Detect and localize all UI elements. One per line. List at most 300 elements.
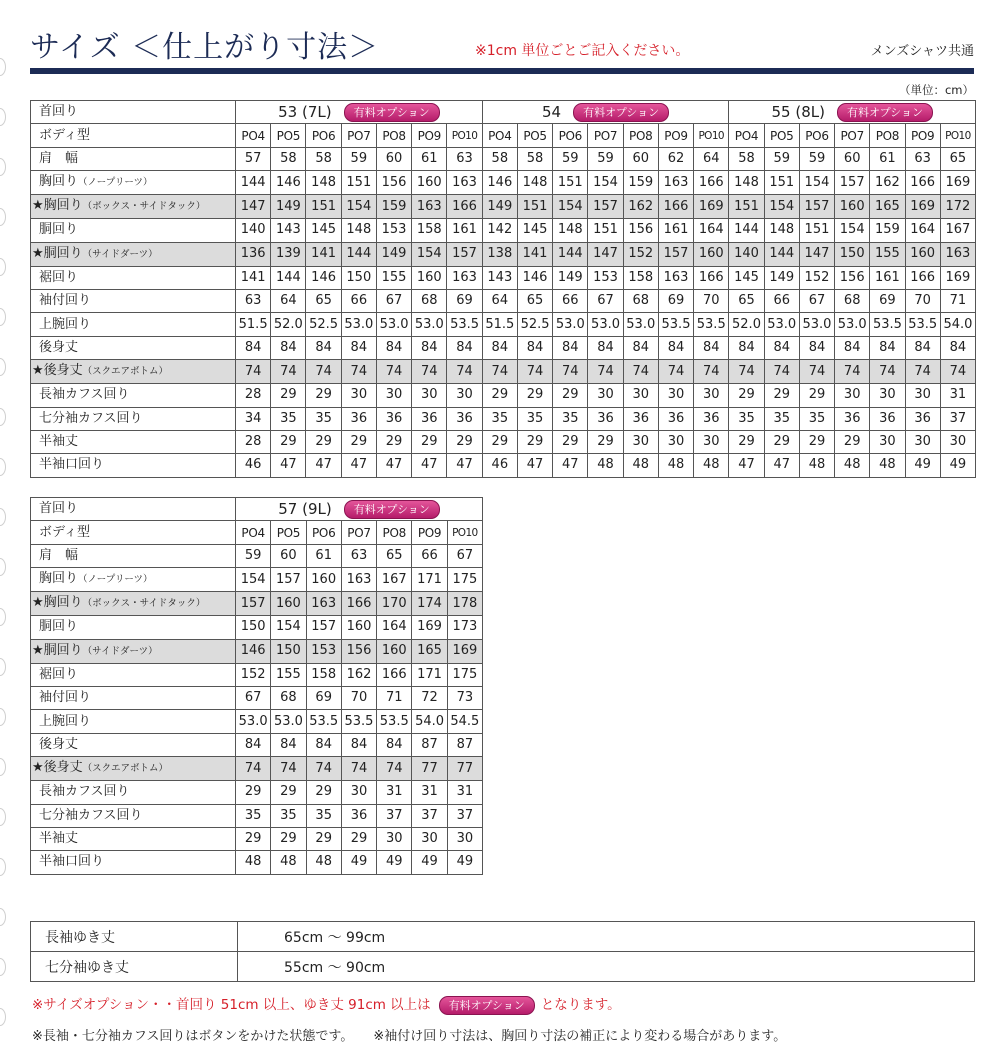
table-cell: 84	[306, 336, 341, 359]
table-cell: 148	[306, 171, 341, 195]
star-mark: ★	[32, 198, 44, 214]
table-cell: 35	[271, 407, 306, 430]
table-cell: 64	[694, 147, 729, 170]
table-cell: 46	[482, 454, 517, 477]
table-cell: 51.5	[482, 313, 517, 336]
entry-note: ※1cm 単位ごとご記入ください。	[475, 43, 690, 59]
table-cell: 30	[658, 384, 693, 407]
table-cell: 53.0	[376, 313, 411, 336]
size-option-note	[32, 993, 621, 1015]
neck-size-header	[236, 101, 483, 124]
table-cell: 36	[623, 407, 658, 430]
table-cell: 53.0	[799, 313, 834, 336]
table-cell: 70	[341, 686, 376, 709]
table-cell: 74	[236, 757, 271, 781]
table-cell: 166	[447, 195, 482, 219]
table-cell: 151	[729, 195, 764, 219]
table-cell: 165	[412, 639, 447, 663]
row-label-text: 後身丈	[43, 363, 83, 379]
table-cell: 165	[870, 195, 905, 219]
table-cell: 84	[412, 336, 447, 359]
table-cell: 74	[341, 360, 376, 384]
table-cell: 155	[271, 663, 306, 686]
table-row	[31, 544, 483, 567]
table-cell: 60	[271, 544, 306, 567]
table-cell: 49	[412, 851, 447, 874]
table-row	[31, 781, 483, 804]
table-cell: 154	[271, 616, 306, 639]
table-cell: 29	[517, 430, 552, 453]
table-cell: 37	[377, 804, 412, 827]
table-cell: 29	[376, 430, 411, 453]
table-cell: 160	[412, 171, 447, 195]
table-cell: 154	[341, 195, 376, 219]
row-label-text: 胴回り	[39, 222, 79, 238]
table-cell: 35	[517, 407, 552, 430]
table-cell: 169	[940, 171, 975, 195]
table-cell: 29	[341, 430, 376, 453]
table-cell: 52.0	[271, 313, 306, 336]
table-cell: 66	[764, 289, 799, 312]
table-cell: 154	[236, 568, 271, 592]
table-cell: 157	[236, 592, 271, 616]
option-badge: 有料オプション	[837, 103, 933, 122]
table-cell: 53.0	[623, 313, 658, 336]
table-cell: 163	[447, 171, 482, 195]
table-cell: 153	[588, 266, 623, 289]
table-cell: 52.5	[517, 313, 552, 336]
table-cell: 169	[940, 266, 975, 289]
table-cell: 29	[271, 781, 306, 804]
table-cell: 67	[376, 289, 411, 312]
row-label-note: （ボックス・サイドタック）	[82, 201, 206, 213]
table-cell: 47	[517, 454, 552, 477]
table-cell: 68	[412, 289, 447, 312]
table-cell: 57	[236, 147, 271, 170]
table-cell: 148	[341, 219, 376, 242]
table-cell: 74	[482, 360, 517, 384]
table-cell: 169	[905, 195, 940, 219]
table-cell: 166	[377, 663, 412, 686]
table-cell: 47	[553, 454, 588, 477]
row-label	[31, 568, 236, 592]
table-cell: 149	[482, 195, 517, 219]
table-cell: 155	[870, 242, 905, 266]
row-label-text: 半袖丈	[39, 434, 79, 450]
row-label-note: （ノープリーツ）	[78, 574, 153, 586]
row-label-text: 長袖カフス回り	[39, 784, 130, 800]
row-label-note: （サイドダーツ）	[82, 248, 158, 260]
table-row	[31, 851, 483, 874]
row-label	[31, 171, 236, 195]
row-label	[31, 592, 236, 616]
table-cell: 161	[870, 266, 905, 289]
row-label-text: 七分袖カフス回り	[39, 410, 143, 426]
table-cell: 74	[271, 757, 306, 781]
table-cell: 160	[694, 242, 729, 266]
table-cell: 36	[412, 407, 447, 430]
row-label-text: 胸回り	[43, 198, 83, 214]
table-cell: 164	[694, 219, 729, 242]
row-label-note: （スクエアボトム）	[82, 763, 168, 775]
table-cell: 74	[236, 360, 271, 384]
table-cell: 31	[377, 781, 412, 804]
table-cell: 59	[764, 147, 799, 170]
table-cell: 65	[517, 289, 552, 312]
table-cell: 53.0	[236, 710, 271, 733]
table-cell: 163	[306, 592, 341, 616]
body-type-code: PO6	[799, 124, 834, 147]
table-cell: 174	[412, 592, 447, 616]
table-cell: 148	[553, 219, 588, 242]
table-cell: 163	[341, 568, 376, 592]
table-cell: 31	[412, 781, 447, 804]
neck-label: 首回り	[31, 101, 236, 124]
body-type-code: PO9	[412, 124, 447, 147]
table-cell: 169	[412, 616, 447, 639]
table-row	[31, 639, 483, 663]
table-cell: 29	[764, 430, 799, 453]
table-cell: 178	[447, 592, 482, 616]
table-cell: 150	[341, 266, 376, 289]
table-cell: 37	[447, 804, 482, 827]
table-cell: 158	[306, 663, 341, 686]
sleeve-length-value: 65cm 〜 99cm	[238, 922, 975, 952]
table-cell: 70	[905, 289, 940, 312]
row-label	[31, 639, 236, 663]
table-cell: 175	[447, 568, 482, 592]
body-type-code: PO4	[236, 521, 271, 544]
table-cell: 66	[412, 544, 447, 567]
table-cell: 74	[870, 360, 905, 384]
table-cell: 29	[517, 384, 552, 407]
table-cell: 68	[623, 289, 658, 312]
table-row	[31, 242, 976, 266]
table-row	[31, 266, 976, 289]
table-cell: 163	[412, 195, 447, 219]
table-cell: 169	[694, 195, 729, 219]
table-row	[31, 922, 975, 952]
table-cell: 84	[658, 336, 693, 359]
table-cell: 54.0	[940, 313, 975, 336]
row-label	[31, 407, 236, 430]
table-cell: 59	[553, 147, 588, 170]
body-type-code: PO9	[658, 124, 693, 147]
table-cell: 47	[412, 454, 447, 477]
table-cell: 149	[376, 242, 411, 266]
table-cell: 53.0	[588, 313, 623, 336]
table-cell: 29	[799, 384, 834, 407]
star-mark: ★	[32, 760, 44, 776]
table-row	[31, 616, 483, 639]
table-cell: 146	[306, 266, 341, 289]
table-row	[31, 710, 483, 733]
row-label	[31, 454, 236, 477]
table-cell: 69	[870, 289, 905, 312]
table-cell: 29	[306, 384, 341, 407]
table-cell: 35	[799, 407, 834, 430]
table-cell: 149	[764, 266, 799, 289]
table-cell: 36	[341, 407, 376, 430]
table-cell: 69	[306, 686, 341, 709]
table-cell: 61	[870, 147, 905, 170]
table-cell: 84	[236, 733, 271, 756]
table-cell: 156	[623, 219, 658, 242]
row-label-text: 上腕回り	[39, 316, 92, 332]
table-cell: 154	[764, 195, 799, 219]
table-cell: 84	[835, 336, 870, 359]
table-cell: 84	[623, 336, 658, 359]
table-cell: 61	[306, 544, 341, 567]
table-cell: 28	[236, 430, 271, 453]
table-cell: 166	[694, 266, 729, 289]
table-cell: 35	[729, 407, 764, 430]
table-cell: 161	[447, 219, 482, 242]
row-label	[31, 219, 236, 242]
table-cell: 30	[940, 430, 975, 453]
body-type-code: PO9	[905, 124, 940, 147]
row-label	[31, 147, 236, 170]
table-cell: 53.5	[658, 313, 693, 336]
row-label-text: 胴回り	[43, 245, 83, 261]
option-badge: 有料オプション	[439, 996, 535, 1015]
table-cell: 148	[764, 219, 799, 242]
body-type-code: PO7	[341, 521, 376, 544]
table-cell: 74	[905, 360, 940, 384]
table-row	[31, 686, 483, 709]
sleeve-length-label: 七分袖ゆき丈	[31, 952, 238, 982]
table-cell: 151	[341, 171, 376, 195]
table-cell: 47	[764, 454, 799, 477]
table-cell: 164	[377, 616, 412, 639]
table-cell: 63	[341, 544, 376, 567]
row-label	[31, 686, 236, 709]
table-row	[31, 147, 976, 170]
table-cell: 162	[870, 171, 905, 195]
table-cell: 36	[835, 407, 870, 430]
star-mark: ★	[32, 642, 44, 658]
sleeve-length-label: 長袖ゆき丈	[31, 922, 238, 952]
table-cell: 74	[271, 360, 306, 384]
table-cell: 30	[447, 384, 482, 407]
row-label	[31, 663, 236, 686]
body-type-code: PO4	[729, 124, 764, 147]
table-cell: 68	[835, 289, 870, 312]
table-cell: 30	[658, 430, 693, 453]
table-cell: 84	[799, 336, 834, 359]
table-cell: 153	[376, 219, 411, 242]
table-cell: 49	[447, 851, 482, 874]
table-cell: 69	[447, 289, 482, 312]
table-cell: 149	[271, 195, 306, 219]
body-type-code: PO8	[376, 124, 411, 147]
table-cell: 60	[835, 147, 870, 170]
table-cell: 35	[306, 804, 341, 827]
table-cell: 144	[729, 219, 764, 242]
table-cell: 65	[729, 289, 764, 312]
table-cell: 175	[447, 663, 482, 686]
table-cell: 29	[729, 430, 764, 453]
table-cell: 148	[729, 171, 764, 195]
table-cell: 154	[412, 242, 447, 266]
size-option-note-end: となります。	[540, 997, 621, 1013]
neck-size-header	[236, 498, 483, 521]
table-cell: 68	[271, 686, 306, 709]
armhole-note: ※袖付け回り寸法は、胸回り寸法の補正により変わる場合があります。	[373, 1029, 787, 1044]
table-cell: 157	[658, 242, 693, 266]
row-label-text: 裾回り	[39, 269, 79, 285]
table-cell: 29	[764, 384, 799, 407]
row-label	[31, 851, 236, 874]
table-row	[31, 430, 976, 453]
table-cell: 36	[588, 407, 623, 430]
table-cell: 53.5	[306, 710, 341, 733]
table-cell: 65	[377, 544, 412, 567]
table-cell: 29	[306, 430, 341, 453]
table-cell: 144	[271, 266, 306, 289]
table-cell: 62	[658, 147, 693, 170]
table-cell: 74	[588, 360, 623, 384]
table-cell: 138	[482, 242, 517, 266]
table-cell: 36	[341, 804, 376, 827]
table-cell: 29	[271, 384, 306, 407]
table-cell: 147	[799, 242, 834, 266]
table-cell: 149	[553, 266, 588, 289]
table-cell: 144	[764, 242, 799, 266]
table-cell: 35	[306, 407, 341, 430]
table-cell: 145	[729, 266, 764, 289]
table-cell: 30	[447, 827, 482, 850]
table-cell: 159	[376, 195, 411, 219]
table-cell: 35	[271, 804, 306, 827]
size-option-note-text: ※サイズオプション・・首回り 51cm 以上、ゆき丈 91cm 以上は	[32, 997, 431, 1013]
row-label	[31, 710, 236, 733]
table-cell: 154	[835, 219, 870, 242]
row-label	[31, 781, 236, 804]
table-cell: 151	[764, 171, 799, 195]
table-cell: 162	[341, 663, 376, 686]
table-cell: 48	[835, 454, 870, 477]
table-cell: 84	[729, 336, 764, 359]
table-cell: 154	[588, 171, 623, 195]
table-row	[31, 336, 976, 359]
table-cell: 156	[835, 266, 870, 289]
table-cell: 49	[377, 851, 412, 874]
table-cell: 171	[412, 568, 447, 592]
row-label	[31, 242, 236, 266]
table-cell: 48	[271, 851, 306, 874]
table-cell: 151	[588, 219, 623, 242]
table-cell: 146	[271, 171, 306, 195]
page-subtitle: メンズシャツ共通	[870, 44, 974, 59]
table-cell: 156	[376, 171, 411, 195]
sleeve-length-value: 55cm 〜 90cm	[238, 952, 975, 982]
table-cell: 52.0	[729, 313, 764, 336]
table-cell: 47	[341, 454, 376, 477]
table-cell: 49	[905, 454, 940, 477]
size-table-main	[30, 100, 976, 478]
table-cell: 59	[588, 147, 623, 170]
row-label	[31, 804, 236, 827]
table-cell: 144	[236, 171, 271, 195]
table-cell: 29	[799, 430, 834, 453]
table-cell: 141	[236, 266, 271, 289]
row-label-text: 半袖口回り	[39, 457, 105, 473]
table-cell: 151	[799, 219, 834, 242]
table-cell: 147	[236, 195, 271, 219]
body-type-code: PO4	[236, 124, 271, 147]
binder-holes	[0, 0, 8, 1063]
table-cell: 30	[905, 430, 940, 453]
table-cell: 30	[623, 430, 658, 453]
table-cell: 157	[588, 195, 623, 219]
option-badge: 有料オプション	[344, 103, 440, 122]
table-cell: 49	[940, 454, 975, 477]
table-cell: 172	[940, 195, 975, 219]
table-cell: 157	[306, 616, 341, 639]
table-cell: 29	[236, 827, 271, 850]
table-cell: 87	[447, 733, 482, 756]
table-cell: 84	[764, 336, 799, 359]
table-cell: 153	[306, 639, 341, 663]
table-cell: 146	[517, 266, 552, 289]
table-cell: 47	[376, 454, 411, 477]
row-label-text: 後身丈	[39, 339, 79, 355]
table-cell: 160	[341, 616, 376, 639]
table-cell: 74	[447, 360, 482, 384]
table-cell: 157	[271, 568, 306, 592]
table-cell: 48	[588, 454, 623, 477]
table-cell: 31	[940, 384, 975, 407]
table-row	[31, 592, 483, 616]
neck-size-row	[31, 498, 483, 521]
row-label-text: 半袖丈	[39, 831, 79, 847]
neck-size: 55 (8L)	[771, 103, 825, 122]
table-cell: 77	[412, 757, 447, 781]
table-cell: 30	[341, 384, 376, 407]
table-cell: 30	[835, 384, 870, 407]
row-label-note: （ボックス・サイドタック）	[82, 598, 206, 610]
table-cell: 34	[236, 407, 271, 430]
table-cell: 54.0	[412, 710, 447, 733]
row-label-text: 胸回り	[39, 571, 79, 587]
table-cell: 144	[341, 242, 376, 266]
body-type-code: PO10	[940, 124, 975, 147]
table-cell: 60	[376, 147, 411, 170]
table-cell: 36	[447, 407, 482, 430]
table-cell: 157	[447, 242, 482, 266]
table-cell: 145	[306, 219, 341, 242]
table-cell: 160	[306, 568, 341, 592]
table-cell: 37	[412, 804, 447, 827]
table-cell: 36	[905, 407, 940, 430]
table-cell: 53.0	[835, 313, 870, 336]
table-cell: 29	[588, 430, 623, 453]
neck-size: 53 (7L)	[278, 103, 332, 122]
table-cell: 161	[658, 219, 693, 242]
body-type-code: PO8	[377, 521, 412, 544]
row-label-text: 後身丈	[43, 760, 83, 776]
body-type-code: PO10	[447, 124, 482, 147]
body-type-row	[31, 521, 483, 544]
table-cell: 29	[553, 384, 588, 407]
row-label-text: 袖付回り	[39, 293, 92, 309]
table-cell: 61	[412, 147, 447, 170]
row-label	[31, 544, 236, 567]
star-mark: ★	[32, 245, 44, 261]
table-cell: 84	[870, 336, 905, 359]
table-cell: 59	[341, 147, 376, 170]
